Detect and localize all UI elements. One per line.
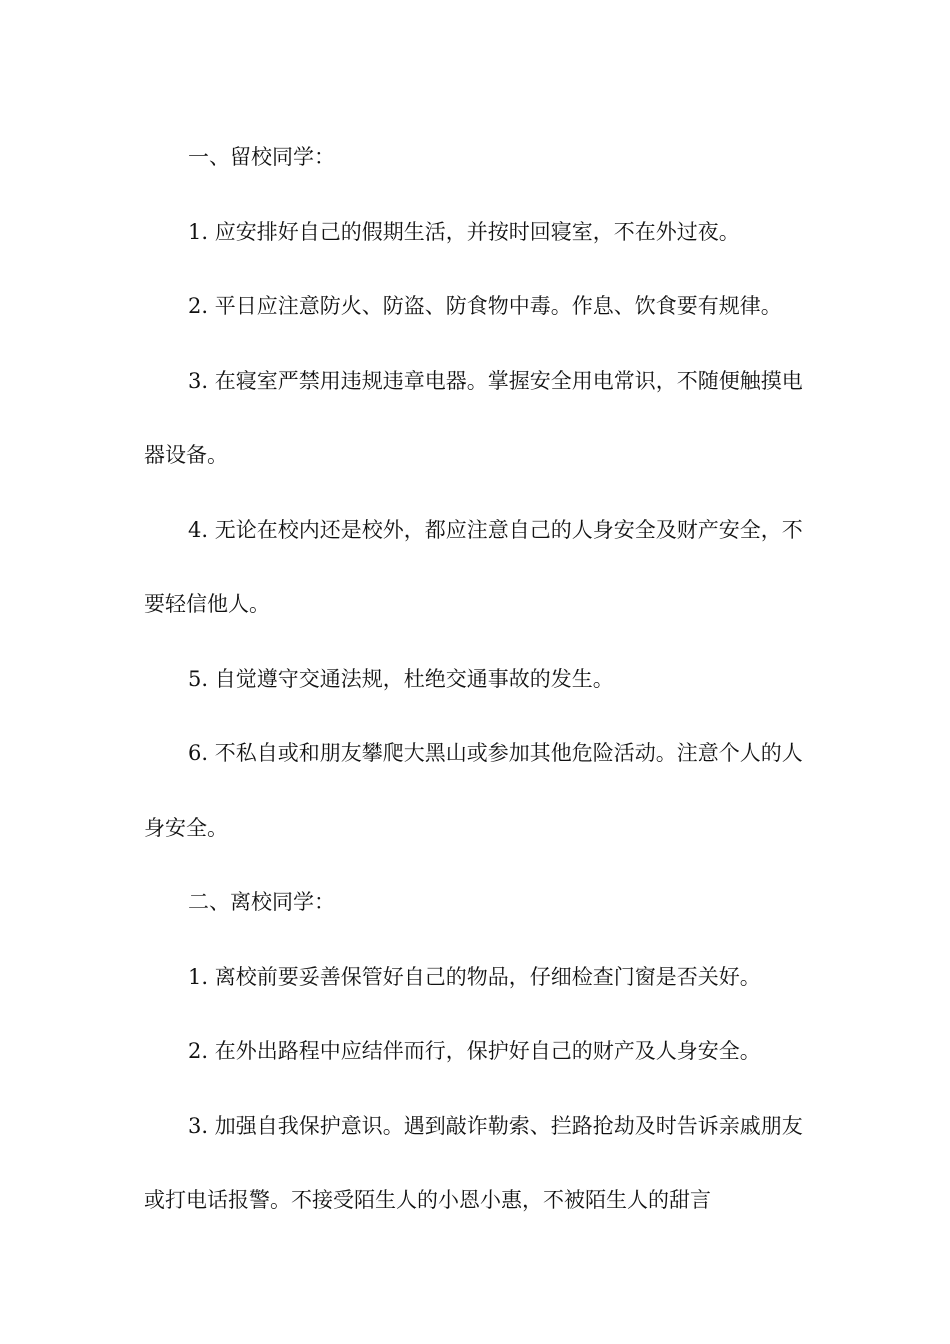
document-body	[144, 120, 820, 1238]
paragraph-stay-4: 4. 无论在校内还是校外，都应注意自己的人身安全及财产安全，不要轻信他人。	[144, 517, 803, 616]
paragraph-stay-5: 5. 自觉遵守交通法规，杜绝交通事故的发生。	[188, 666, 614, 691]
paragraph-stay-6: 6. 不私自或和朋友攀爬大黑山或参加其他危险活动。注意个人的人身安全。	[144, 741, 803, 840]
paragraph-leave-3: 3. 加强自我保护意识。遇到敲诈勒索、拦路抢劫及时告诉亲戚朋友或打电话报警。不接受陌生人的小恩小惠，不被陌生人的甜言	[144, 1113, 803, 1212]
section-heading-stay: 一、留校同学：	[188, 145, 335, 169]
paragraph-leave-2: 2. 在外出路程中应结伴而行，保护好自己的财产及人身安全。	[188, 1039, 761, 1063]
paragraph-stay-3: 3. 在寝室严禁用违规违章电器。掌握安全用电常识，不随便触摸电器设备。	[144, 368, 803, 467]
paragraph-leave-1: 1. 离校前要妥善保管好自己的物品，仔细检查门窗是否关好。	[188, 964, 761, 989]
paragraph-stay-2: 2. 平日应注意防火、防盗、防食物中毒。作息、饮食要有规律。	[188, 294, 782, 318]
paragraph-stay-1: 1. 应安排好自己的假期生活，并按时回寝室，不在外过夜。	[188, 219, 740, 244]
section-heading-leave: 二、离校同学：	[188, 890, 335, 914]
